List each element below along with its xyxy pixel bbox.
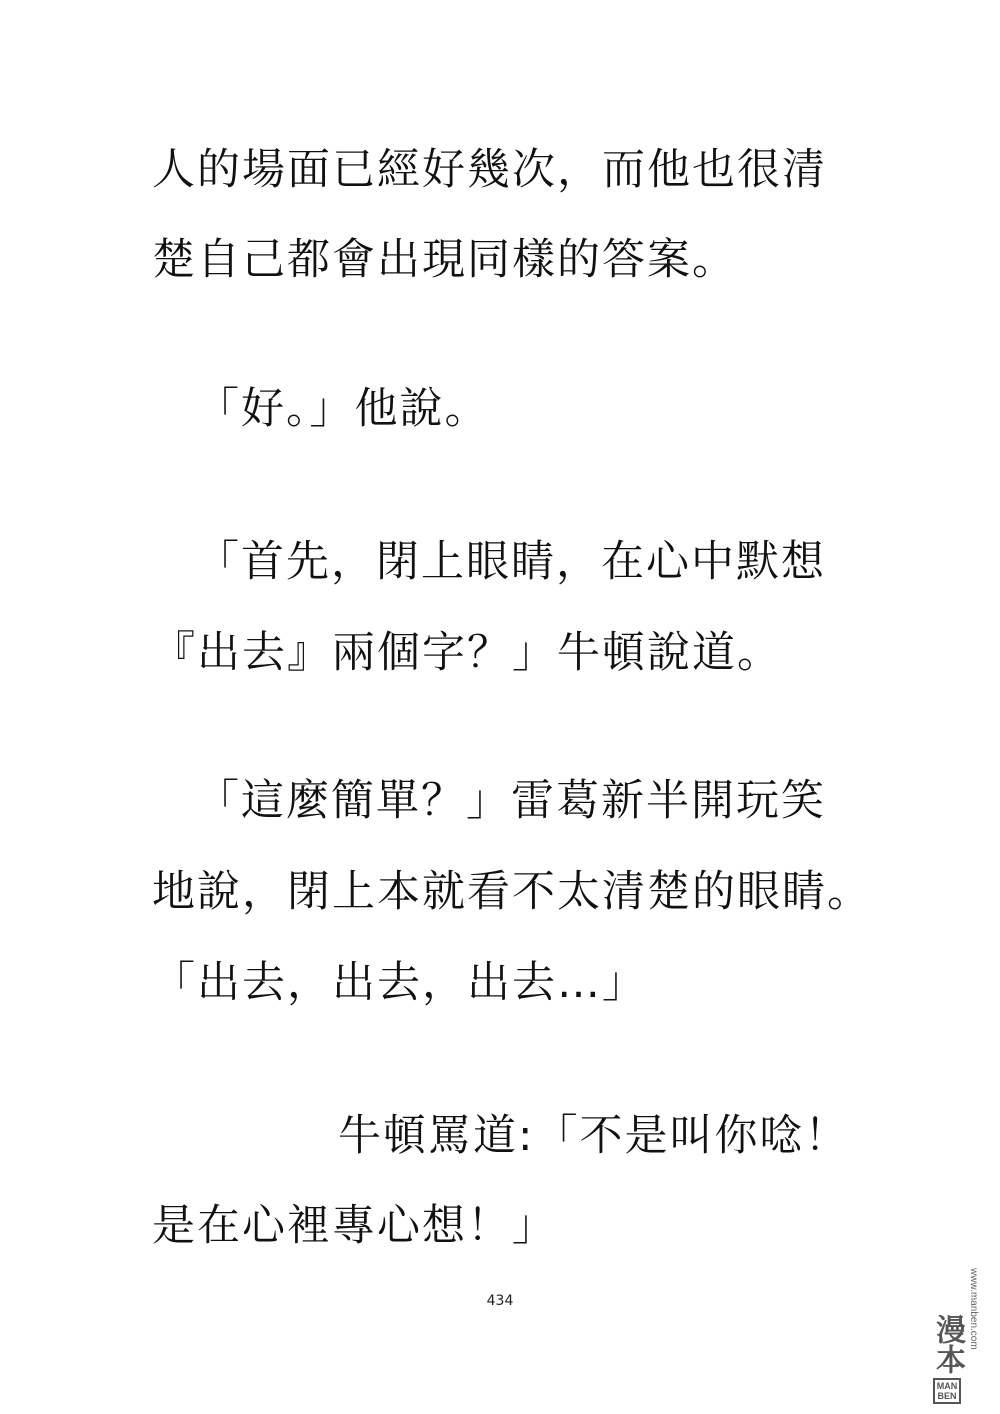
text-line-6: 「這麼簡單？」雷葛新半開玩笑 [196,776,826,826]
text-line-3: 「好。」他說。 [196,384,490,434]
text-line-5: 『出去』兩個字？」牛頓說道。 [152,628,782,678]
watermark-box-text-1: MAN [936,1381,958,1391]
watermark-box [933,1378,962,1404]
text-line-8: 「出去，出去，出去…」 [152,958,647,1008]
watermark-logo-mark [928,1268,966,1404]
watermark-logo-text: 漫本 [930,1314,965,1374]
text-line-4: 「首先，閉上眼睛，在心中默想 [196,537,826,587]
watermark-box-text-2: BEN [937,1391,957,1401]
text-line-10: 是在心裡專心想！」 [152,1201,557,1251]
watermark-url: www.manben.com [968,1268,979,1350]
text-line-9: 牛頓罵道:「不是叫你唸！ [338,1111,850,1161]
text-line-7: 地說，閉上本就看不太清楚的眼睛。 [152,867,872,917]
page-number: 434 [486,1293,514,1309]
text-line-1: 人的場面已經好幾次，而他也很清 [152,145,827,195]
text-line-2: 楚自己都會出現同樣的答案。 [152,235,737,285]
watermark-logo [928,1268,990,1404]
